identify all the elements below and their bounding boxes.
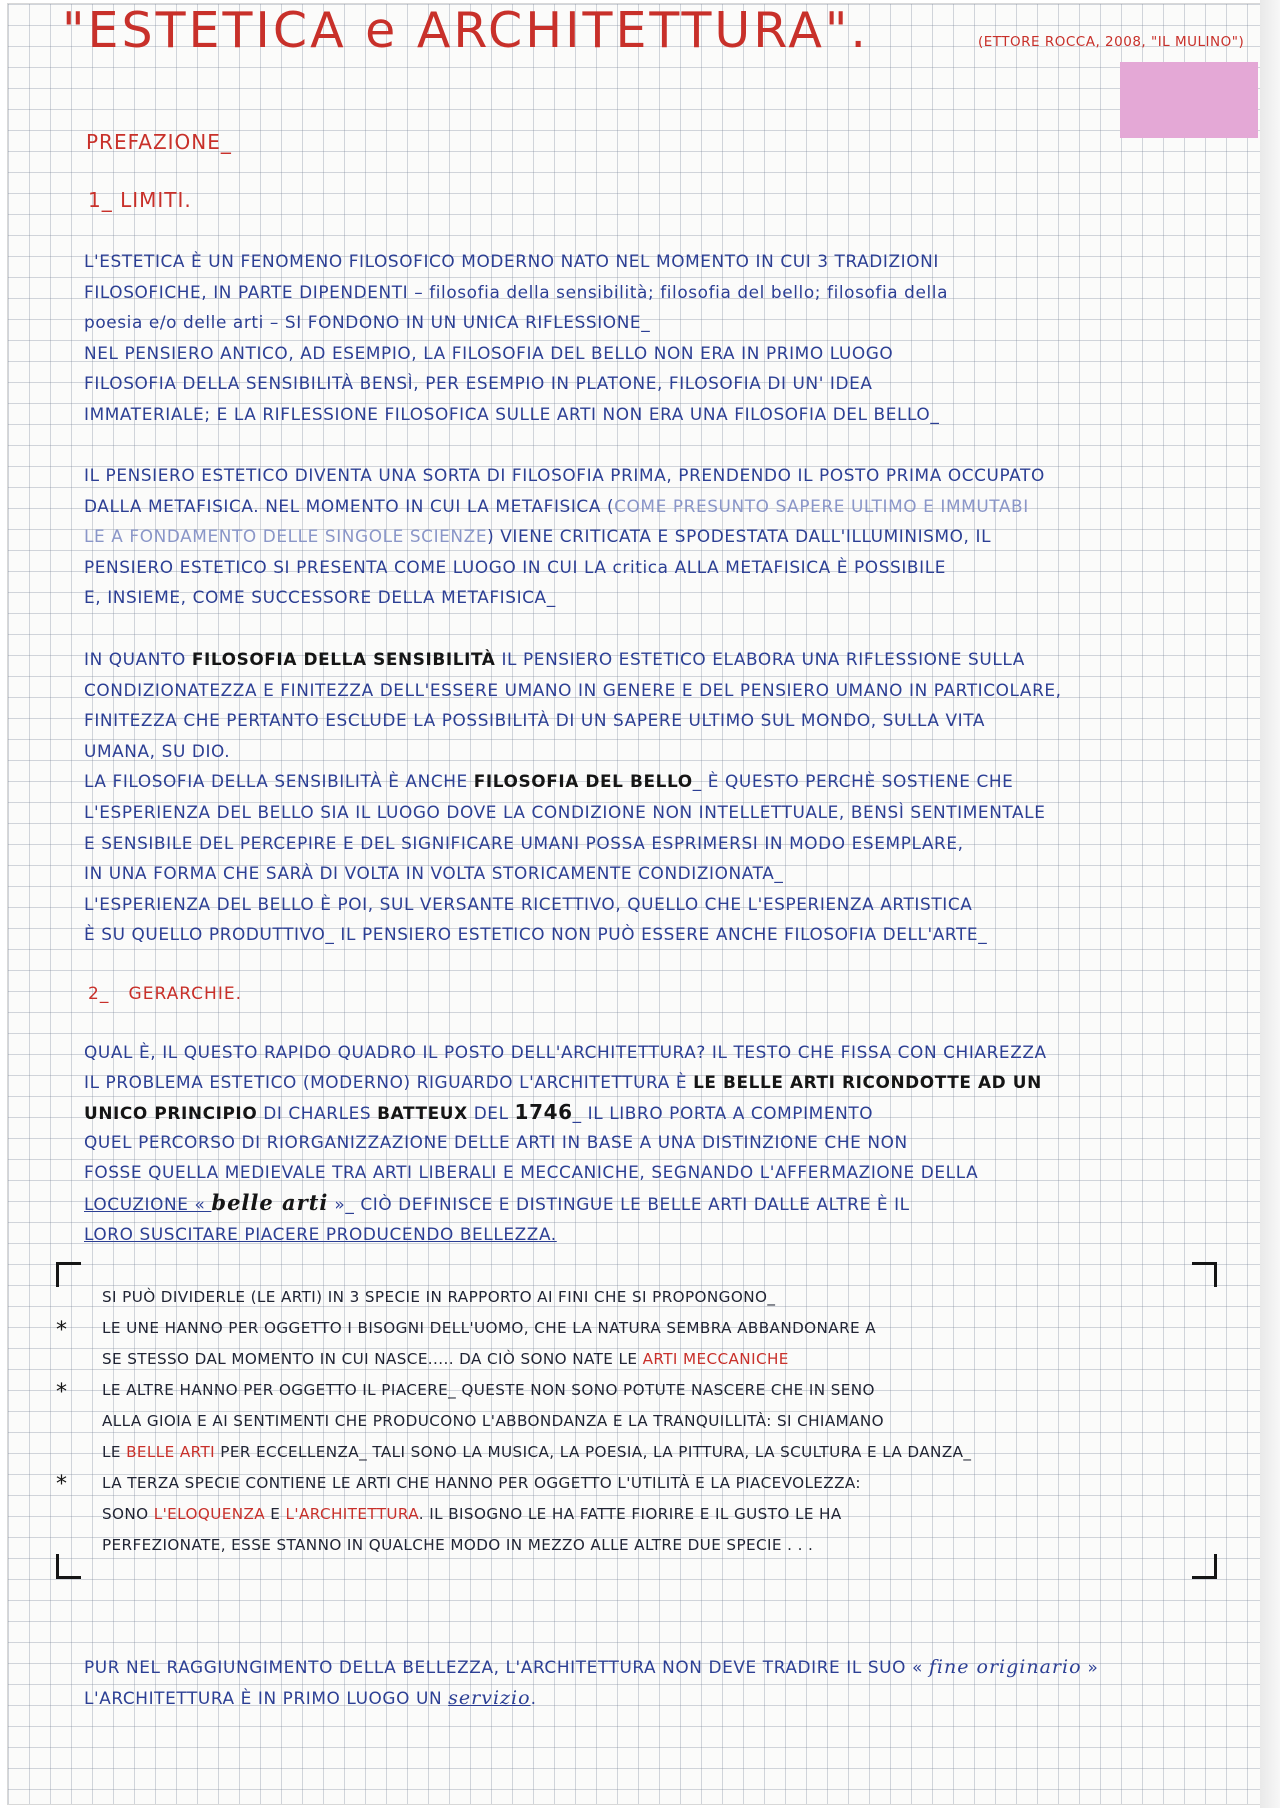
text-line: NEL PENSIERO ANTICO, AD ESEMPIO, LA FILOSOFIA DEL BELLO NON ERA IN PRIMO LUOGO (84, 342, 894, 363)
emphasis-text: FILOSOFIA DELLA SENSIBILITÀ (191, 649, 496, 669)
section2-number: 2_ (88, 984, 110, 1004)
text-fragment: IL PROBLEMA ESTETICO (MODERNO) RIGUARDO L'ARCHITETTURA È (84, 1071, 694, 1092)
text-line: FILOSOFIA DELLA SENSIBILITÀ BENSÌ, PER ESEMPIO IN PLATONE, FILOSOFIA DI UN' IDEA (84, 373, 873, 394)
section1-paragraph2 (84, 460, 1226, 613)
source-citation: (ETTORE ROCCA, 2008, "IL MULINO") (978, 34, 1245, 50)
preface-heading: PREFAZIONE_ (86, 130, 232, 154)
emphasis-text: UNICO PRINCIPIO (84, 1102, 258, 1123)
section2-title: GERARCHIE. (128, 984, 242, 1004)
section1-heading: 1_ LIMITI. (88, 188, 192, 212)
text-line: poesia e/o delle arti – SI FONDONO IN UN UNICA RIFLESSIONE_ (84, 312, 651, 333)
text-fragment: E (265, 1505, 286, 1523)
section2-heading (88, 984, 242, 1004)
text-line (84, 644, 1226, 675)
text-fragment: SONO (102, 1505, 154, 1523)
section1-paragraph3 (84, 644, 1226, 950)
emphasis-text: FILOSOFIA DEL BELLO (473, 771, 693, 792)
highlight-text: L'ARCHITETTURA (285, 1505, 419, 1523)
emphasis-text: BATTEUX (377, 1102, 468, 1123)
text-fragment: . IL BISOGNO LE HA FATTE FIORIRE E IL GUSTO LE HA (418, 1505, 842, 1523)
text-line (84, 1098, 1226, 1129)
text-line: L'ESTETICA È UN FENOMENO FILOSOFICO MODERNO NATO NEL MOMENTO IN CUI 3 TRADIZIONI (84, 251, 939, 271)
text-line: L'ESPERIENZA DEL BELLO È POI, SUL VERSANTE RICETTIVO, QUELLO CHE L'ESPERIENZA ARTISTICA (84, 893, 973, 914)
quote-bracket-top-left (56, 1262, 81, 1287)
text-line: QUEL PERCORSO DI RIORGANIZZAZIONE DELLE ARTI IN BASE A UNA DISTINZIONE CHE NON (84, 1132, 908, 1153)
text-line (84, 1683, 1226, 1714)
text-fragment: LA FILOSOFIA DELLA SENSIBILITÀ È ANCHE (84, 771, 474, 792)
faint-text: LE A FONDAMENTO DELLE SINGOLE SCIENZE (84, 526, 488, 547)
text-fragment: » (1081, 1657, 1099, 1677)
emphasis-text: LE BELLE ARTI RICONDOTTE AD UN (693, 1071, 1042, 1092)
quote-line: LA TERZA SPECIE CONTIENE LE ARTI CHE HANNO PER OGGETTO L'UTILITÀ E LA PIACEVOLEZZA: (102, 1474, 861, 1492)
text-fragment: DEL (467, 1102, 515, 1123)
text-line: IN UNA FORMA CHE SARÀ DI VOLTA IN VOLTA STORICAMENTE CONDIZIONATA_ (84, 863, 784, 884)
pink-sticky-tab (1120, 62, 1258, 138)
batteux-quote (92, 1282, 1202, 1561)
text-line: FOSSE QUELLA MEDIEVALE TRA ARTI LIBERALI E MECCANICHE, SEGNANDO L'AFFERMAZIONE DELLA (84, 1162, 979, 1183)
quote-line (92, 1344, 1202, 1375)
page-edge (1260, 0, 1280, 1808)
highlight-text: ARTI MECCANICHE (642, 1350, 789, 1368)
cursive-text: servizio (448, 1686, 531, 1709)
text-line: QUAL È, IL QUESTO RAPIDO QUADRO IL POSTO DELL'ARCHITETTURA? IL TESTO CHE FISSA CON CHIAREZZA (84, 1042, 1047, 1062)
year-text: 1746 (514, 1099, 573, 1124)
text-fragment: _ IL LIBRO PORTA A COMPIMENTO (572, 1102, 874, 1123)
text-fragment: _ È QUESTO PERCHÈ SOSTIENE CHE (692, 771, 1014, 792)
text-line (84, 521, 1226, 552)
section1-paragraph1 (84, 246, 1226, 430)
text-line: CONDIZIONATEZZA E FINITEZZA DELL'ESSERE UMANO IN GENERE E DEL PENSIERO UMANO IN PARTICOLARE, (84, 679, 1062, 700)
asterisk-icon: * (56, 1380, 67, 1405)
quote-line: LE UNE HANNO PER OGGETTO I BISOGNI DELL'UOMO, CHE LA NATURA SEMBRA ABBANDONARE A (102, 1319, 877, 1337)
text-line (84, 1652, 1226, 1683)
quote-line: ALLA GIOIA E AI SENTIMENTI CHE PRODUCONO L'ABBONDANZA E LA TRANQUILLITÀ: SI CHIAMANO (102, 1412, 885, 1430)
quote-line: PERFEZIONATE, ESSE STANNO IN QUALCHE MODO IN MEZZO ALLE ALTRE DUE SPECIE . . . (102, 1536, 814, 1554)
text-fragment: ) VIENE CRITICATA E SPODESTATA DALL'ILLUMINISMO, IL (487, 526, 992, 547)
closing-paragraph (84, 1652, 1226, 1713)
text-fragment: IN QUANTO (84, 649, 192, 669)
text-line: FILOSOFICHE, IN PARTE DIPENDENTI – filosofia della sensibilità; filosofia del bello; filosofia della (84, 281, 949, 302)
text-line: FINITEZZA CHE PERTANTO ESCLUDE LA POSSIBILITÀ DI UN SAPERE ULTIMO SUL MONDO, SULLA VITA (84, 710, 985, 731)
text-fragment: LE (102, 1443, 127, 1461)
text-fragment: SE STESSO DAL MOMENTO IN CUI NASCE..... DA CIÒ SONO NATE LE (102, 1350, 643, 1368)
text-fragment: L'ARCHITETTURA È IN PRIMO LUOGO UN (84, 1687, 449, 1708)
text-fragment: PER ECCELLENZA_ TALI SONO LA MUSICA, LA POESIA, LA PITTURA, LA SCULTURA E LA DANZA_ (215, 1443, 972, 1461)
section2-paragraph (84, 1038, 1226, 1250)
quote-line (92, 1437, 1202, 1468)
quote-line: SI PUÒ DIVIDERLE (LE ARTI) IN 3 SPECIE IN RAPPORTO AI FINI CHE SI PROPONGONO_ (102, 1288, 776, 1306)
text-line: LORO SUSCITARE PIACERE PRODUCENDO BELLEZZA. (84, 1223, 557, 1244)
highlight-text: BELLE ARTI (126, 1443, 216, 1461)
cursive-text: fine originario (928, 1656, 1082, 1678)
asterisk-icon: * (56, 1318, 67, 1343)
text-fragment: DI CHARLES (257, 1102, 378, 1123)
quote-bracket-bottom-left (56, 1554, 81, 1579)
text-line: PENSIERO ESTETICO SI PRESENTA COME LUOGO IN CUI LA critica ALLA METAFISICA È POSSIBILE (84, 556, 946, 577)
highlight-text: L'ELOQUENZA (153, 1505, 266, 1523)
text-line: L'ESPERIENZA DEL BELLO SIA IL LUOGO DOVE LA CONDIZIONE NON INTELLETTUALE, BENSÌ SENTIMENTALE (84, 801, 1046, 822)
quote-line (92, 1499, 1202, 1530)
text-line: IMMATERIALE; E LA RIFLESSIONE FILOSOFICA SULLE ARTI NON ERA UNA FILOSOFIA DEL BELLO_ (84, 403, 940, 424)
faint-text: COME PRESUNTO SAPERE ULTIMO E IMMUTABI (614, 495, 1029, 516)
text-line: E SENSIBILE DEL PERCEPIRE E DEL SIGNIFICARE UMANI POSSA ESPRIMERSI IN MODO ESEMPLARE, (84, 832, 964, 853)
text-fragment: . (530, 1687, 537, 1708)
text-line: E, INSIEME, COME SUCCESSORE DELLA METAFISICA_ (84, 587, 556, 608)
text-line (84, 766, 1226, 797)
quote-line: LE ALTRE HANNO PER OGGETTO IL PIACERE_ QUESTE NON SONO POTUTE NASCERE CHE IN SENO (102, 1381, 875, 1399)
belle-arti-text: belle arti (211, 1189, 329, 1215)
text-fragment: PUR NEL RAGGIUNGIMENTO DELLA BELLEZZA, L'ARCHITETTURA NON DEVE TRADIRE IL SUO « (84, 1657, 929, 1677)
text-line: È SU QUELLO PRODUTTIVO_ IL PENSIERO ESTETICO NON PUÒ ESSERE ANCHE FILOSOFIA DELL'ARTE_ (84, 924, 988, 945)
text-line: UMANA, SU DIO. (84, 740, 231, 761)
text-line (84, 1188, 1226, 1220)
text-line (84, 1068, 1226, 1098)
text-line: IL PENSIERO ESTETICO DIVENTA UNA SORTA DI FILOSOFIA PRIMA, PRENDENDO IL POSTO PRIMA OCCUPATO (84, 465, 1045, 485)
text-fragment: IL PENSIERO ESTETICO ELABORA UNA RIFLESSIONE SULLA (495, 649, 1025, 669)
asterisk-icon: * (56, 1472, 67, 1497)
text-fragment: DALLA METAFISICA. NEL MOMENTO IN CUI LA METAFISICA ( (84, 495, 615, 516)
text-fragment: »_ CIÒ DEFINISCE E DISTINGUE LE BELLE ARTI DALLE ALTRE È IL (328, 1193, 910, 1214)
page-title: "ESTETICA e ARCHITETTURA". (62, 2, 869, 59)
text-fragment: LOCUZIONE « (84, 1193, 212, 1214)
text-line (84, 491, 1226, 522)
